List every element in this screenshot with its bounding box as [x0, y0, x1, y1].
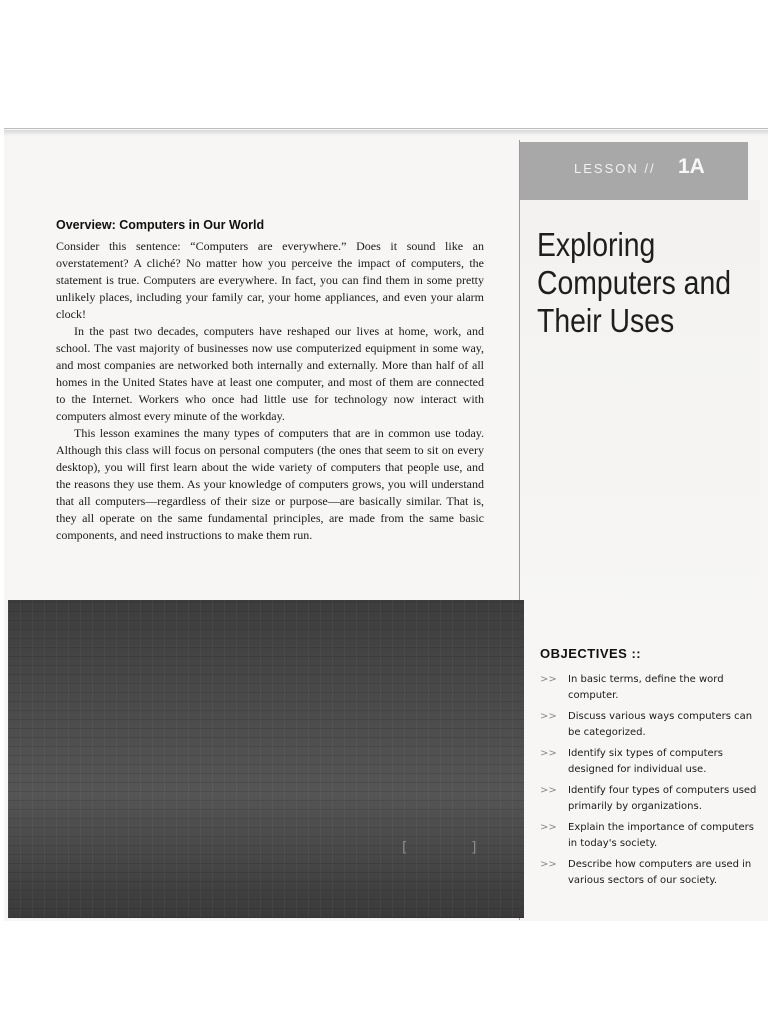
lesson-title: [537, 226, 731, 340]
objective-item: [540, 709, 762, 741]
lesson-label: LESSON //: [574, 161, 656, 176]
lesson-title-line: Computers and: [537, 264, 732, 301]
photo-detail: [: [400, 840, 409, 856]
photo-detail: ]: [470, 840, 479, 856]
objective-text: Discuss various ways computers can be categorized.: [568, 711, 753, 738]
lesson-title-line: Their Uses: [537, 302, 675, 339]
overview-body: [56, 238, 484, 544]
overview-heading: Overview: Computers in Our World: [56, 218, 265, 232]
overview-paragraph: Consider this sentence: “Computers are everywhere.” Does it sound like an overstatement? A cliché? No matter how you perceive the impact of computers, the statement is true. Computers are everywhere. In fact, you can find them in some pretty unlikely places, including your family car, your home appliances, and even your alarm clock!: [56, 239, 484, 321]
dark-photo: [8, 600, 524, 918]
objective-text: Identify six types of computers designed for individual use.: [568, 748, 723, 775]
bullet-icon: >>: [540, 711, 557, 722]
objective-item: [540, 746, 762, 778]
objective-text: Identify four types of computers used primarily by organizations.: [568, 785, 757, 812]
objective-item: [540, 820, 762, 852]
bullet-icon: >>: [540, 822, 557, 833]
objectives-list: [540, 672, 762, 894]
page-top-edge: [4, 130, 768, 136]
bullet-icon: >>: [540, 674, 557, 685]
overview-paragraph: This lesson examines the many types of computers that are in common use today. Although this class will focus on personal computers (the ones that seem to sit on every desktop), you will first learn about the wide variety of computers that people use, and the reasons they use them. As your knowledge of computers grows, you will understand that all computers—regardless of their size or purpose—are basically similar. That is, they all operate on the same fundamental principles, are made from the same basic components, and need instructions to make them run.: [56, 426, 484, 542]
objective-text: Explain the importance of computers in today's society.: [568, 822, 754, 849]
overview-paragraph: In the past two decades, computers have reshaped our lives at home, work, and school. The vast majority of businesses now use computerized equipment in some way, and most companies are networked both internally and externally. More than half of all homes in the United States have at least one computer, and most of them are connected to the Internet. Workers who once had little use for technology now interact with computers almost every minute of the workday.: [56, 324, 484, 423]
objective-text: Describe how computers are used in various sectors of our society.: [568, 859, 752, 886]
lesson-number: 1A: [678, 155, 705, 178]
objective-item: [540, 857, 762, 889]
bullet-icon: >>: [540, 785, 557, 796]
lesson-title-line: Exploring: [537, 226, 656, 263]
objective-text: In basic terms, define the word computer.: [568, 674, 724, 701]
objective-item: [540, 672, 762, 704]
objective-item: [540, 783, 762, 815]
objectives-heading: OBJECTIVES ::: [540, 646, 642, 661]
bullet-icon: >>: [540, 748, 557, 759]
bullet-icon: >>: [540, 859, 557, 870]
